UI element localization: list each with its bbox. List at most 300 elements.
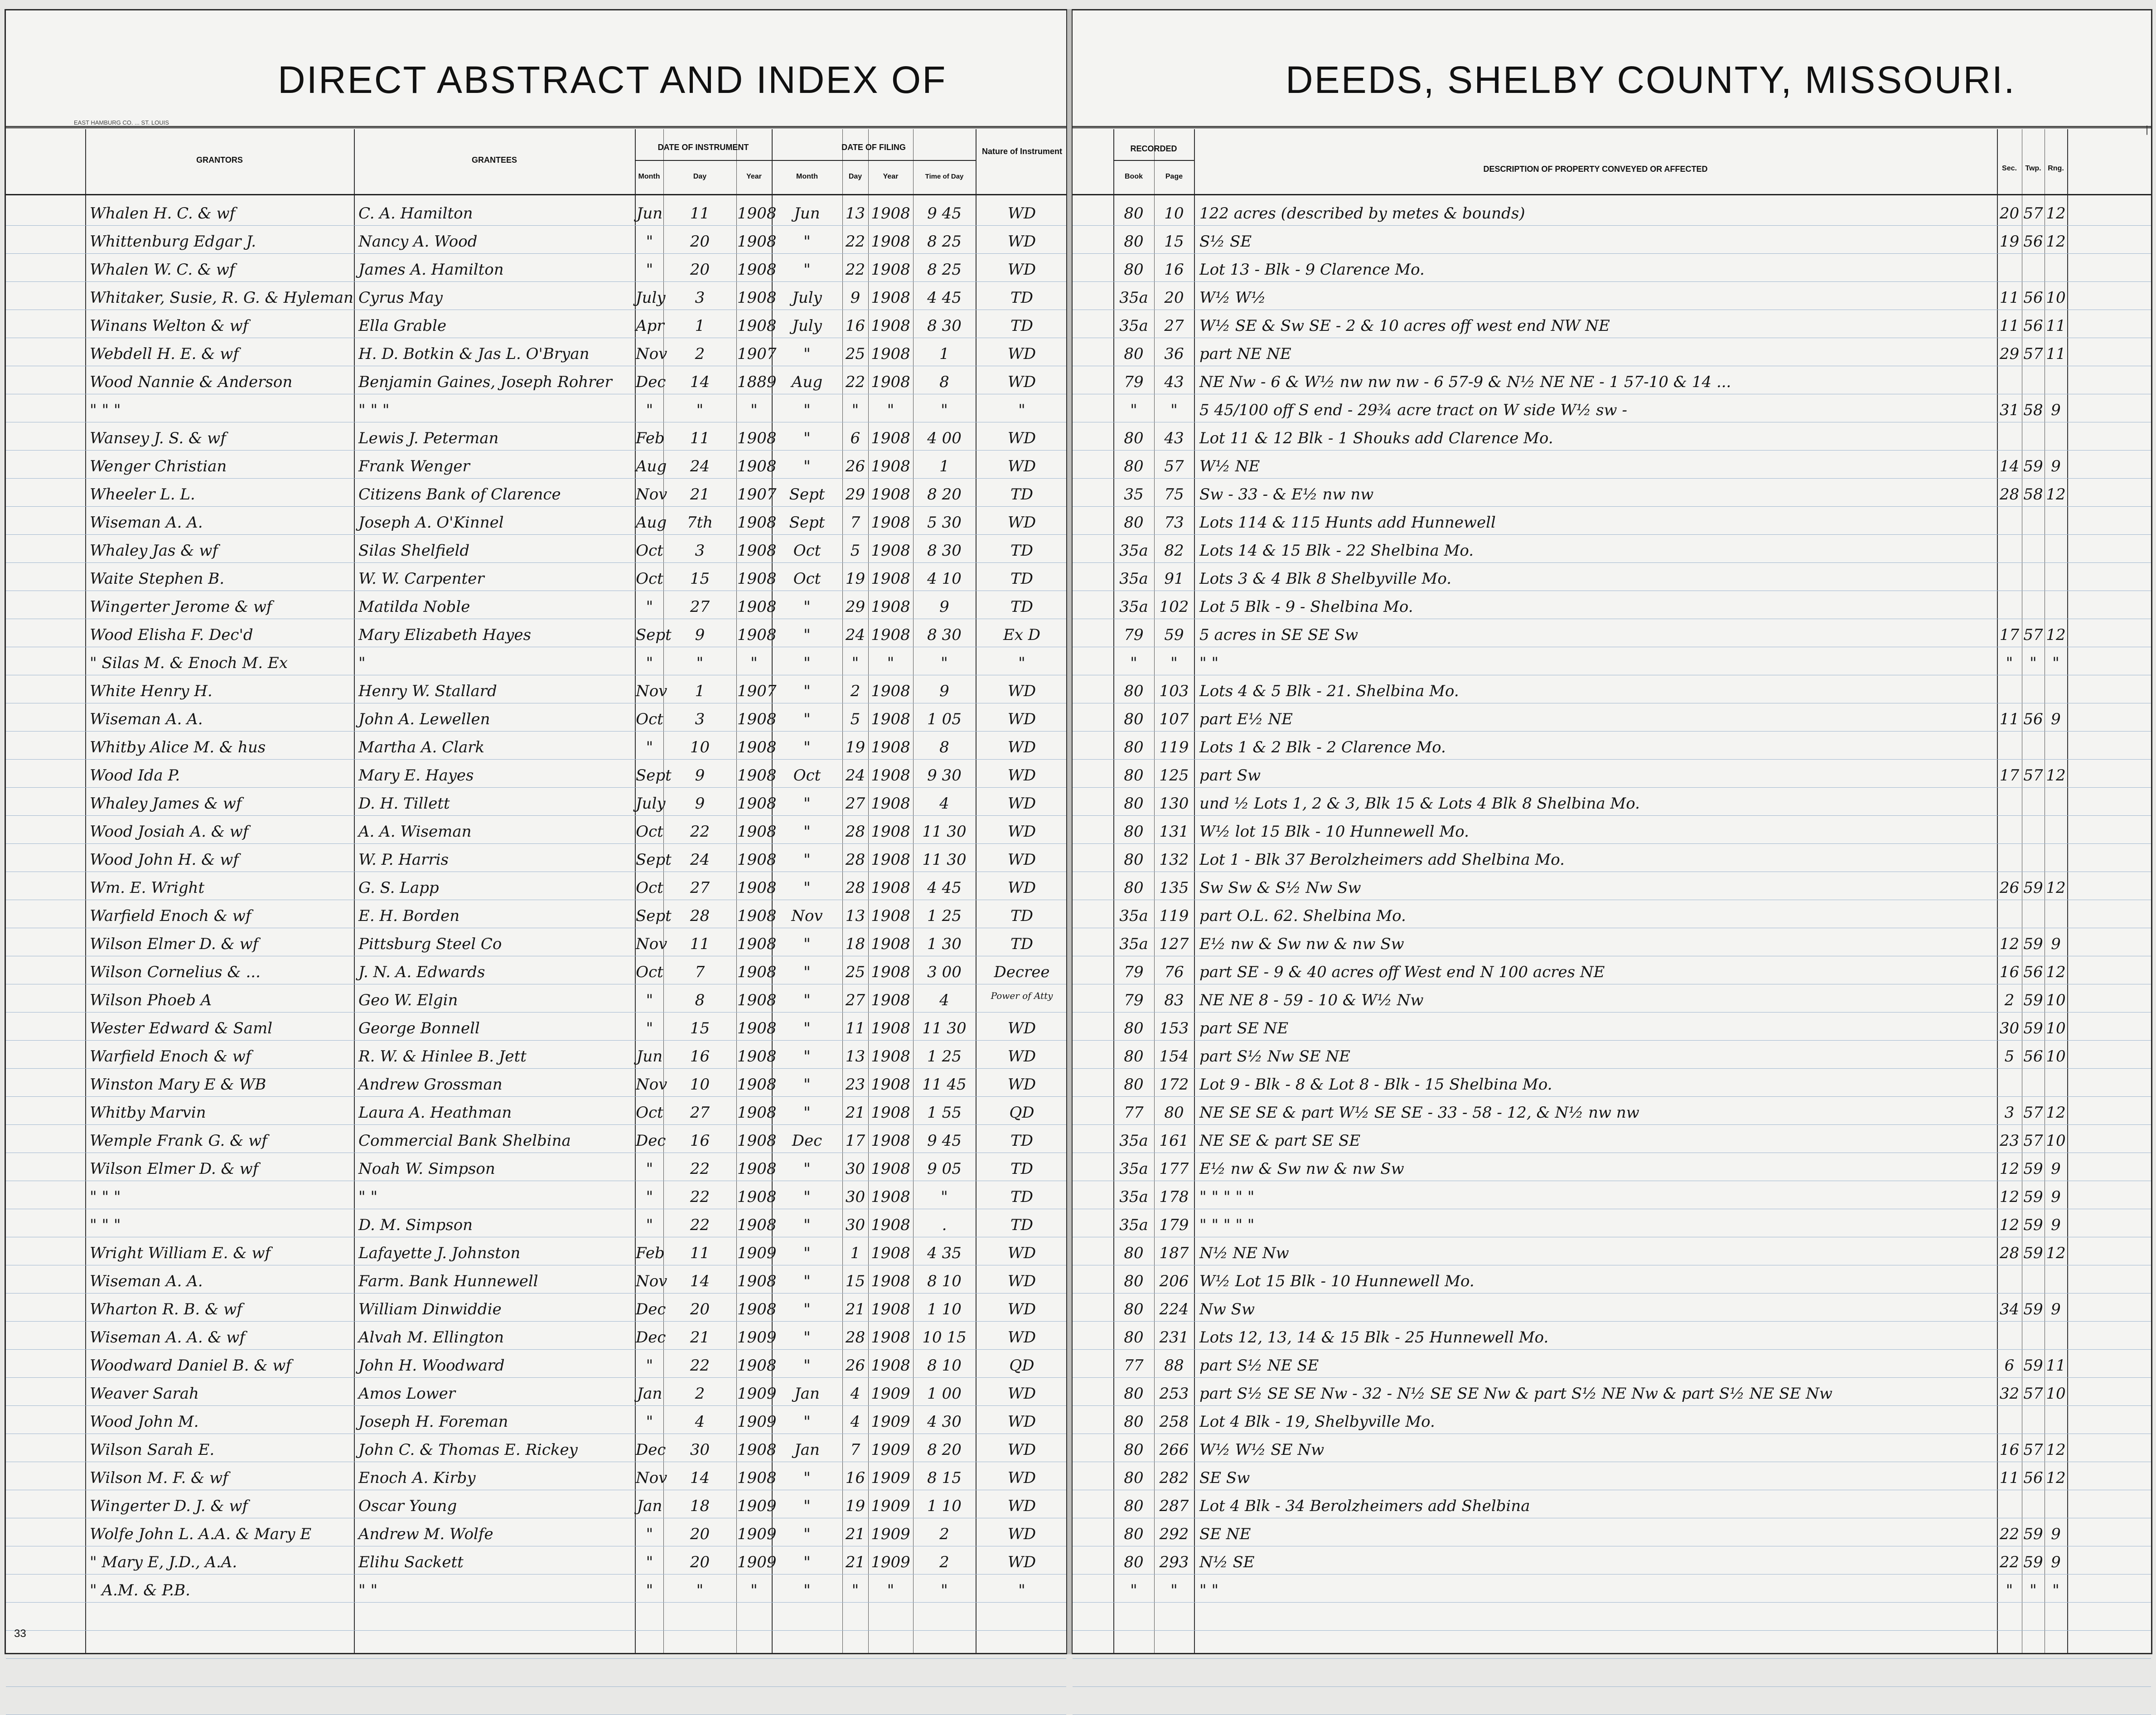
instrument-year-cell: 1908 (737, 1104, 777, 1122)
instrument-month-cell: " (646, 1525, 653, 1543)
instrument-month-cell: Oct (636, 542, 663, 560)
page-cell: 224 (1159, 1300, 1189, 1318)
rng-cell: 12 (2046, 766, 2066, 785)
description-cell: " " (1199, 1581, 1219, 1599)
book-cell: 80 (1124, 1244, 1144, 1262)
grantee-cell: Silas Shelfield (358, 542, 470, 560)
grantee-cell: " (358, 654, 366, 672)
filing-day-cell: 27 (845, 795, 865, 813)
instrument-year-cell: 1908 (737, 261, 777, 279)
filing-month-cell: " (803, 1413, 811, 1431)
instrument-day-cell: 20 (690, 233, 710, 251)
twp-cell: 58 (2023, 485, 2043, 504)
instrument-month-cell: " (646, 1413, 653, 1431)
ruled-line (1073, 1096, 2151, 1097)
time-of-day-cell: 2 (939, 1525, 949, 1543)
instrument-year-cell: 1908 (737, 1188, 777, 1206)
instrument-year-cell: " (750, 1581, 758, 1599)
book-cell: 80 (1124, 1441, 1144, 1459)
book-cell: 79 (1124, 963, 1144, 981)
rng-cell: 11 (2046, 317, 2066, 335)
book-cell: 35a (1119, 935, 1148, 953)
ruled-line (1073, 1630, 2151, 1631)
filing-month-cell: Jan (794, 1441, 820, 1459)
ruled-line (6, 1686, 1066, 1687)
grantor-cell: Whitby Alice M. & hus (90, 738, 266, 756)
grantee-cell: Elihu Sackett (358, 1553, 464, 1571)
instrument-month-cell: Aug (636, 457, 667, 475)
nature-cell: TD (1010, 1188, 1033, 1206)
book-cell: 80 (1124, 766, 1144, 785)
filing-year-cell: 1908 (871, 457, 910, 475)
filing-day-cell: 2 (850, 682, 860, 700)
filing-day-cell: 30 (845, 1160, 865, 1178)
instrument-month-cell: " (646, 233, 653, 251)
filing-day-cell: 26 (845, 457, 865, 475)
sec-cell: 5 (2004, 1047, 2015, 1066)
page-cell: 80 (1164, 1104, 1184, 1122)
book-header: Book (1125, 173, 1143, 180)
twp-cell: 57 (2023, 204, 2043, 223)
filing-month-cell: " (803, 963, 811, 981)
instrument-year-cell: 1889 (737, 373, 777, 391)
rng-cell: 12 (2046, 1469, 2066, 1487)
nature-cell: WD (1007, 1441, 1036, 1459)
grantee-cell: " " (358, 1188, 378, 1206)
instrument-year-cell: 1908 (737, 879, 777, 897)
description-cell: W½ W½ (1199, 289, 1266, 307)
rng-cell: 9 (2051, 1160, 2061, 1178)
filing-day-cell: 5 (850, 710, 860, 728)
grantee-cell: Noah W. Simpson (358, 1160, 495, 1178)
instrument-year-cell: " (750, 654, 758, 672)
rng-cell: 9 (2051, 457, 2061, 475)
filing-month-cell: Nov (791, 907, 823, 925)
description-cell: W½ Lot 15 Blk - 10 Hunnewell Mo. (1199, 1272, 1474, 1290)
sec-cell: 28 (1999, 485, 2020, 504)
time-of-day-cell: 11 30 (922, 851, 967, 869)
book-cell: 80 (1124, 345, 1144, 363)
instrument-day-cell: 28 (690, 907, 710, 925)
filing-month-cell: " (803, 738, 811, 756)
page-cell: 16 (1164, 261, 1184, 279)
nature-cell: TD (1010, 907, 1033, 925)
sec-cell: 29 (1999, 345, 2020, 363)
time-of-day-cell: 4 00 (927, 429, 962, 447)
instrument-year-cell: 1908 (737, 542, 777, 560)
filing-day-cell: 6 (850, 429, 860, 447)
instrument-day-cell: " (696, 1581, 704, 1599)
book-cell: 79 (1124, 373, 1144, 391)
inst-month-header: Month (638, 173, 660, 180)
filing-year-cell: " (887, 1581, 894, 1599)
grantor-cell: Wiseman A. A. (90, 1272, 203, 1290)
instrument-day-cell: 27 (690, 598, 710, 616)
book-cell: 80 (1124, 879, 1144, 897)
grantee-cell: J. N. A. Edwards (358, 963, 485, 981)
instrument-month-cell: " (646, 1553, 653, 1571)
instrument-day-cell: 3 (695, 710, 705, 728)
filing-year-cell: 1908 (871, 345, 910, 363)
instrument-day-cell: 11 (690, 204, 710, 223)
ruled-line (1073, 1040, 2151, 1041)
ruled-line (6, 1040, 1066, 1041)
instrument-month-cell: Nov (636, 935, 667, 953)
page-cell: 266 (1159, 1441, 1189, 1459)
grantee-cell: John H. Woodward (358, 1356, 505, 1375)
filing-day-cell: 22 (845, 233, 865, 251)
filing-month-cell: " (803, 1272, 811, 1290)
book-cell: 80 (1124, 1497, 1144, 1515)
ruled-line (6, 478, 1066, 479)
instrument-year-cell: " (750, 401, 758, 419)
instrument-day-cell: 4 (695, 1413, 705, 1431)
time-of-day-cell: 4 45 (927, 879, 962, 897)
description-cell: part E½ NE (1199, 710, 1293, 728)
instrument-month-cell: Sept (636, 851, 672, 869)
instrument-year-cell: 1909 (737, 1553, 777, 1571)
description-cell: E½ nw & Sw nw & nw Sw (1199, 935, 1404, 953)
filing-day-cell: 9 (850, 289, 860, 307)
nature-cell: WD (1007, 429, 1036, 447)
time-of-day-cell: 4 30 (927, 1413, 962, 1431)
time-of-day-cell: 8 10 (927, 1272, 962, 1290)
sec-cell: 6 (2004, 1356, 2015, 1375)
description-cell: NE SE SE & part W½ SE SE - 33 - 58 - 12, & N½ nw nw (1199, 1104, 1639, 1122)
filing-day-cell: 11 (845, 1019, 865, 1037)
nature-cell: WD (1007, 766, 1036, 785)
sec-cell: 12 (1999, 935, 2020, 953)
description-cell: Lot 9 - Blk - 8 & Lot 8 - Blk - 15 Shelbina Mo. (1199, 1076, 1552, 1094)
sec-cell: 3 (2004, 1104, 2015, 1122)
page-cell: " (1170, 654, 1178, 672)
time-of-day-cell: " (941, 654, 948, 672)
grantor-cell: Waite Stephen B. (90, 570, 225, 588)
instrument-month-cell: Aug (636, 514, 667, 532)
instrument-month-cell: Feb (636, 1244, 665, 1262)
book-cell: 80 (1124, 514, 1144, 532)
time-of-day-cell: 1 10 (927, 1497, 962, 1515)
filing-day-cell: 1 (850, 1244, 860, 1262)
ruled-line (1073, 1124, 2151, 1125)
filing-year-cell: 1908 (871, 1244, 910, 1262)
instrument-day-cell: 10 (690, 1076, 710, 1094)
rng-cell: 12 (2046, 1441, 2066, 1459)
filing-month-cell: " (803, 851, 811, 869)
filing-month-cell: " (803, 654, 811, 672)
rng-cell: 9 (2051, 935, 2061, 953)
page-cell: 135 (1159, 879, 1189, 897)
twp-cell: 56 (2023, 233, 2043, 251)
description-cell: W½ lot 15 Blk - 10 Hunnewell Mo. (1199, 823, 1469, 841)
nature-cell: TD (1010, 935, 1033, 953)
grantor-cell: Wester Edward & Saml (90, 1019, 273, 1037)
page-cell: 43 (1164, 373, 1184, 391)
book-cell: 35 (1124, 485, 1144, 504)
book-cell: 80 (1124, 738, 1144, 756)
grantor-cell: Wood John H. & wf (90, 851, 239, 869)
sec-cell: 32 (1999, 1385, 2020, 1403)
grantee-cell: William Dinwiddie (358, 1300, 502, 1318)
page-cell: 127 (1159, 935, 1189, 953)
instrument-year-cell: 1909 (737, 1413, 777, 1431)
time-of-day-cell: 8 25 (927, 261, 962, 279)
filing-day-cell: 21 (845, 1553, 865, 1571)
ruled-line (6, 1321, 1066, 1322)
nature-cell: TD (1010, 317, 1033, 335)
grantor-cell: Whalen H. C. & wf (90, 204, 236, 223)
nature-cell: WD (1007, 1272, 1036, 1290)
filing-year-cell: 1909 (871, 1441, 910, 1459)
instrument-day-cell: 30 (690, 1441, 710, 1459)
instrument-month-cell: Jun (636, 1047, 663, 1066)
ruled-line (1073, 1602, 2151, 1603)
grantor-cell: Whalen W. C. & wf (90, 261, 235, 279)
twp-cell: 59 (2023, 879, 2043, 897)
ruled-line (1073, 731, 2151, 732)
grantee-cell: Mary Elizabeth Hayes (358, 626, 532, 644)
filing-day-cell: 24 (845, 766, 865, 785)
nature-cell: WD (1007, 1076, 1036, 1094)
book-cell: 35a (1119, 598, 1148, 616)
edge-mark: | (2146, 124, 2148, 135)
time-of-day-cell: 8 30 (927, 317, 962, 335)
twp-cell: 56 (2023, 317, 2043, 335)
filing-day-cell: 19 (845, 1497, 865, 1515)
ruled-line (1073, 478, 2151, 479)
grantor-cell: Wood Elisha F. Dec'd (90, 626, 253, 644)
grantor-cell: " " " (90, 1216, 121, 1234)
filing-year-cell: 1908 (871, 598, 910, 616)
page-cell: 154 (1159, 1047, 1189, 1066)
grantee-cell: Lewis J. Peterman (358, 429, 499, 447)
instrument-month-cell: Oct (636, 823, 663, 841)
filing-year-cell: 1908 (871, 766, 910, 785)
grantee-cell: " " " (358, 401, 390, 419)
grantee-cell: Commercial Bank Shelbina (358, 1132, 571, 1150)
filing-month-cell: Oct (793, 570, 821, 588)
nature-cell: TD (1010, 289, 1033, 307)
right-ledger-page (1072, 9, 2152, 1654)
grantee-cell: D. H. Tillett (358, 795, 450, 813)
filing-year-cell: 1908 (871, 373, 910, 391)
instrument-year-cell: 1908 (737, 1160, 777, 1178)
description-cell: NE Nw - 6 & W½ nw nw nw - 6 57-9 & N½ NE NE - 1 57-10 & 14 ... (1199, 373, 1731, 391)
grantor-cell: Weaver Sarah (90, 1385, 199, 1403)
description-cell: E½ nw & Sw nw & nw Sw (1199, 1160, 1404, 1178)
instrument-month-cell: July (636, 289, 666, 307)
instrument-month-cell: Dec (636, 1300, 666, 1318)
twp-cell: 59 (2023, 1188, 2043, 1206)
time-of-day-cell: 1 00 (927, 1385, 962, 1403)
ruled-line (1073, 281, 2151, 282)
sec-cell: 23 (1999, 1132, 2020, 1150)
left-entries (6, 10, 1066, 1653)
instrument-year-cell: 1908 (737, 233, 777, 251)
ruled-line (1073, 759, 2151, 760)
instrument-month-cell: Dec (636, 373, 666, 391)
filing-year-cell: 1908 (871, 963, 910, 981)
page-cell: 107 (1159, 710, 1189, 728)
instrument-year-cell: 1908 (737, 738, 777, 756)
grantor-cell: Wilson Phoeb A (90, 991, 212, 1009)
instrument-year-cell: 1908 (737, 317, 777, 335)
filing-month-cell: July (792, 289, 822, 307)
nature-cell: WD (1007, 457, 1036, 475)
filing-day-cell: 25 (845, 963, 865, 981)
instrument-day-cell: 20 (690, 261, 710, 279)
grantee-cell: Benjamin Gaines, Joseph Rohrer (358, 373, 612, 391)
inst-day-header: Day (693, 173, 707, 180)
description-cell: Lots 12, 13, 14 & 15 Blk - 25 Hunnewell Mo. (1199, 1328, 1549, 1347)
time-of-day-cell: 3 00 (927, 963, 962, 981)
ruled-line (1073, 1293, 2151, 1294)
sec-cell: 26 (1999, 879, 2020, 897)
filing-day-cell: 13 (845, 204, 865, 223)
nature-cell: TD (1010, 1216, 1033, 1234)
instrument-day-cell: 1 (695, 682, 705, 700)
sec-cell: 34 (1999, 1300, 2020, 1318)
filing-year-cell: 1908 (871, 514, 910, 532)
description-cell: Nw Sw (1199, 1300, 1255, 1318)
rng-cell: 9 (2051, 1300, 2061, 1318)
description-cell: part NE NE (1199, 345, 1291, 363)
filing-month-cell: " (803, 1216, 811, 1234)
grantor-cell: Wm. E. Wright (90, 879, 205, 897)
description-cell: part S½ NE SE (1199, 1356, 1319, 1375)
instrument-day-cell: 20 (690, 1300, 710, 1318)
grantee-cell: Mary E. Hayes (358, 766, 474, 785)
grantor-cell: Wood John M. (90, 1413, 199, 1431)
nature-cell: WD (1007, 1244, 1036, 1262)
filing-year-cell: 1909 (871, 1413, 910, 1431)
nature-cell: WD (1007, 233, 1036, 251)
instrument-day-cell: 20 (690, 1553, 710, 1571)
instrument-day-cell: 21 (690, 485, 710, 504)
nature-cell: WD (1007, 738, 1036, 756)
grantor-cell: Winston Mary E & WB (90, 1076, 266, 1094)
time-of-day-cell: " (941, 1188, 948, 1206)
instrument-year-cell: 1908 (737, 851, 777, 869)
instrument-month-cell: Feb (636, 429, 665, 447)
description-cell: S½ SE (1199, 233, 1252, 251)
twp-cell: 56 (2023, 1469, 2043, 1487)
filing-month-cell: Oct (793, 542, 821, 560)
description-cell: part O.L. 62. Shelbina Mo. (1199, 907, 1406, 925)
nature-cell: WD (1007, 1469, 1036, 1487)
time-of-day-cell: 11 45 (922, 1076, 967, 1094)
nature-cell: WD (1007, 1328, 1036, 1347)
sec-cell: 12 (1999, 1160, 2020, 1178)
instrument-month-cell: " (646, 261, 653, 279)
instrument-year-cell: 1908 (737, 570, 777, 588)
printer-imprint: EAST HAMBURG CO. ... ST. LOUIS (74, 119, 169, 126)
description-cell: Lots 4 & 5 Blk - 21. Shelbina Mo. (1199, 682, 1459, 700)
rng-cell: 10 (2046, 289, 2066, 307)
instrument-day-cell: 27 (690, 1104, 710, 1122)
filing-year-cell: 1908 (871, 1047, 910, 1066)
page-cell: 43 (1164, 429, 1184, 447)
filing-day-cell: 29 (845, 598, 865, 616)
grantor-cell: Wolfe John L. A.A. & Mary E (90, 1525, 312, 1543)
twp-cell: 57 (2023, 766, 2043, 785)
instrument-year-cell: 1907 (737, 345, 777, 363)
instrument-day-cell: 16 (690, 1132, 710, 1150)
filing-year-cell: 1908 (871, 795, 910, 813)
grantee-cell: Frank Wenger (358, 457, 470, 475)
instrument-month-cell: Dec (636, 1328, 666, 1347)
page-cell: 292 (1159, 1525, 1189, 1543)
filing-day-cell: 26 (845, 1356, 865, 1375)
filing-month-cell: " (803, 1469, 811, 1487)
ruled-line (1073, 534, 2151, 535)
instrument-year-cell: 1909 (737, 1497, 777, 1515)
instrument-day-cell: 24 (690, 851, 710, 869)
filing-month-cell: Jun (794, 204, 820, 223)
instrument-year-cell: 1908 (737, 1356, 777, 1375)
instrument-day-cell: 2 (695, 1385, 705, 1403)
rng-cell: 12 (2046, 963, 2066, 981)
book-cell: 80 (1124, 1272, 1144, 1290)
filing-day-cell: 13 (845, 907, 865, 925)
sec-cell: " (2006, 1581, 2013, 1599)
filing-day-cell: 21 (845, 1104, 865, 1122)
filing-year-cell: 1908 (871, 485, 910, 504)
filing-year-cell: 1908 (871, 542, 910, 560)
nature-cell: WD (1007, 1497, 1036, 1515)
page-cell: 20 (1164, 289, 1184, 307)
instrument-day-cell: 21 (690, 1328, 710, 1347)
right-entries (1073, 10, 2151, 1653)
filing-year-cell: 1908 (871, 991, 910, 1009)
twp-cell: 57 (2023, 1132, 2043, 1150)
filing-year-cell: 1908 (871, 1160, 910, 1178)
filing-day-cell: 19 (845, 570, 865, 588)
ruled-line (6, 1068, 1066, 1069)
nature-cell: WD (1007, 1525, 1036, 1543)
description-cell: 5 acres in SE SE Sw (1199, 626, 1358, 644)
ruled-line (6, 450, 1066, 451)
nature-cell: WD (1007, 710, 1036, 728)
nature-cell: WD (1007, 1047, 1036, 1066)
instrument-month-cell: " (646, 1019, 653, 1037)
time-of-day-cell: 8 25 (927, 233, 962, 251)
instrument-month-cell: Oct (636, 879, 663, 897)
filing-month-cell: Oct (793, 766, 821, 785)
instrument-month-cell: Dec (636, 1441, 666, 1459)
grantee-cell: W. P. Harris (358, 851, 449, 869)
filing-month-cell: Jan (794, 1385, 820, 1403)
time-of-day-cell: 1 (939, 345, 949, 363)
page-cell: 282 (1159, 1469, 1189, 1487)
grantee-cell: Matilda Noble (358, 598, 470, 616)
description-cell: SE NE (1199, 1525, 1251, 1543)
filing-month-cell: " (803, 261, 811, 279)
grantor-cell: " Silas M. & Enoch M. Ex (90, 654, 288, 672)
filing-day-cell: 17 (845, 1132, 865, 1150)
filing-month-cell: " (803, 429, 811, 447)
filing-year-cell: 1908 (871, 317, 910, 335)
sec-cell: 2 (2004, 991, 2015, 1009)
twp-cell: 59 (2023, 1216, 2043, 1234)
instrument-month-cell: Apr (636, 317, 664, 335)
filing-day-cell: 7 (850, 1441, 860, 1459)
book-cell: 80 (1124, 682, 1144, 700)
nature-cell: WD (1007, 823, 1036, 841)
rng-cell: 9 (2051, 710, 2061, 728)
date-of-instrument-header: DATE OF INSTRUMENT (657, 143, 749, 152)
rng-cell: 11 (2046, 345, 2066, 363)
